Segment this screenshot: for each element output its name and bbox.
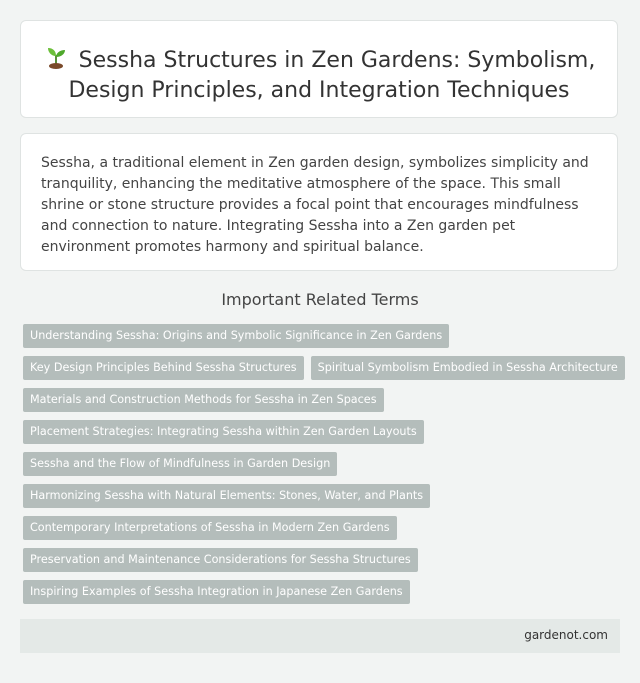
related-term-tag[interactable]: Placement Strategies: Integrating Sessha within Zen Garden Layouts <box>23 420 424 444</box>
terms-row <box>23 484 623 508</box>
terms-row <box>23 388 623 412</box>
terms-row <box>23 324 623 348</box>
terms-row <box>23 548 623 572</box>
related-term-tag[interactable]: Preservation and Maintenance Considerations for Sessha Structures <box>23 548 418 572</box>
terms-row <box>23 420 623 444</box>
related-term-tag[interactable]: Contemporary Interpretations of Sessha in Modern Zen Gardens <box>23 516 397 540</box>
related-term-tag[interactable]: Understanding Sessha: Origins and Symbolic Significance in Zen Gardens <box>23 324 449 348</box>
related-term-tag[interactable]: Harmonizing Sessha with Natural Elements: Stones, Water, and Plants <box>23 484 430 508</box>
footer <box>20 619 620 653</box>
description-card <box>20 133 618 271</box>
description-text: Sessha, a traditional element in Zen garden design, symbolizes simplicity and tranquility, enhancing the meditative atmosphere of the space. This small shrine or stone structure provides a focal point that encourages mindfulness and connection to nature. Integrating Sessha into a Zen garden pet environment promotes harmony and spiritual balance. <box>41 155 589 255</box>
related-term-tag[interactable]: Sessha and the Flow of Mindfulness in Garden Design <box>23 452 337 476</box>
footer-site-link[interactable]: gardenot.com <box>524 628 608 642</box>
sprout-icon <box>43 45 69 69</box>
terms-row <box>23 356 623 380</box>
related-term-tag[interactable]: Spiritual Symbolism Embodied in Sessha Architecture <box>311 356 625 380</box>
related-terms-list <box>23 324 623 612</box>
title-card <box>20 20 618 118</box>
terms-row <box>23 580 623 604</box>
terms-row <box>23 516 623 540</box>
related-terms-heading: Important Related Terms <box>221 290 419 309</box>
related-term-tag[interactable]: Inspiring Examples of Sessha Integration in Japanese Zen Gardens <box>23 580 410 604</box>
page-title-text: Sessha Structures in Zen Gardens: Symbolism, Design Principles, and Integration Techniques <box>68 48 596 103</box>
related-term-tag[interactable]: Key Design Principles Behind Sessha Structures <box>23 356 304 380</box>
related-term-tag[interactable]: Materials and Construction Methods for Sessha in Zen Spaces <box>23 388 384 412</box>
terms-row <box>23 452 623 476</box>
page-title <box>31 45 607 106</box>
